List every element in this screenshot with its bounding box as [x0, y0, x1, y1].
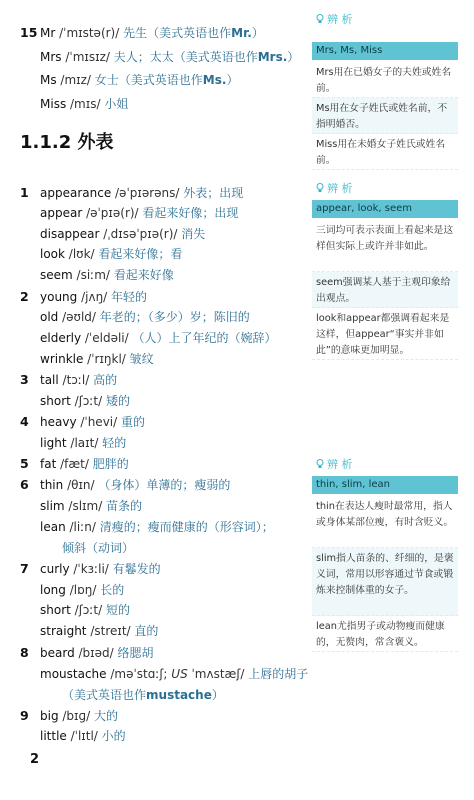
- page-number: 2: [30, 752, 40, 767]
- pronunciation: /ˌdɪsəˈpɪə(r)/: [99, 227, 182, 241]
- definition: 夫人；太太（美式英语也作: [113, 50, 258, 64]
- definition: 长的: [100, 583, 125, 597]
- entry-number: 2: [20, 289, 29, 304]
- pronunciation: /siːm/: [72, 268, 114, 282]
- definition: 消失: [181, 227, 206, 241]
- word: moustache: [40, 667, 107, 681]
- section-heading: 1.1.2 外表: [20, 132, 114, 153]
- word: straight: [40, 624, 87, 638]
- word: look: [40, 247, 65, 261]
- definition: 看起来好像；看: [98, 247, 183, 261]
- pronunciation: /ʃɔːt/: [70, 603, 106, 617]
- analysis-note: slim指人苗条的、纤细的，是褒义词，常用以形容通过节食或锻炼来控制体重的女子。: [312, 548, 458, 616]
- pronunciation: /tɔːl/: [58, 373, 94, 387]
- word: heavy: [40, 415, 77, 429]
- analysis-note: Mrs用在已婚女子的夫姓或姓名前。: [312, 62, 458, 98]
- definition: 有鬈发的: [112, 562, 161, 576]
- definition: 大的: [94, 709, 119, 723]
- pronunciation: /jʌŋ/: [77, 290, 112, 304]
- definition-end: ）: [226, 73, 239, 87]
- pronunciation: /fæt/: [56, 457, 93, 471]
- word: appearance: [40, 186, 112, 200]
- pronunciation: /mɪs/: [66, 97, 105, 111]
- lightbulb-icon: [316, 183, 324, 193]
- word: Miss: [40, 97, 67, 111]
- word: short: [40, 603, 71, 617]
- pronunciation: /bɪəd/: [74, 646, 118, 660]
- definition: 重的: [120, 415, 145, 429]
- word: beard: [40, 646, 75, 660]
- entry-number: 9: [20, 708, 29, 723]
- word: big: [40, 709, 59, 723]
- definition: 年老的；（多少）岁；陈旧的: [99, 310, 250, 324]
- pronunciation: /ˈkɜːli/: [69, 562, 113, 576]
- word: seem: [40, 268, 73, 282]
- word: wrinkle: [40, 352, 84, 366]
- analysis-note: lean尤指男子或动物瘦而健康的，无赘肉，常含褒义。: [312, 616, 458, 652]
- definition: 轻的: [102, 436, 127, 450]
- lightbulb-icon: [316, 459, 324, 469]
- entry-number: 3: [20, 372, 29, 387]
- definition: 小姐: [104, 97, 129, 111]
- analysis-heading: appear, look, seem: [312, 200, 458, 218]
- entry-number: 5: [20, 456, 29, 471]
- definition: 上唇的胡子: [248, 667, 309, 681]
- definition: （美式英语也作: [62, 688, 147, 702]
- definition: 倾斜（动词）: [62, 541, 135, 555]
- definition: 矮的: [105, 394, 130, 408]
- pronunciation: /bɪɡ/: [58, 709, 94, 723]
- pronunciation: /laɪt/: [66, 436, 103, 450]
- pronunciation: ˈmʌstæʃ/: [187, 667, 249, 681]
- definition: 先生（美式英语也作: [123, 26, 232, 40]
- lightbulb-icon: [316, 14, 324, 24]
- definition: 看起来好像；出现: [142, 206, 239, 220]
- entry-number: 15: [20, 25, 38, 40]
- analysis-note: Ms用在女子姓氏或姓名前，不指明婚否。: [312, 98, 458, 134]
- word: Mrs: [40, 50, 62, 64]
- variant: Mr.: [231, 26, 252, 40]
- pronunciation: /əˈpɪə(r)/: [82, 206, 143, 220]
- definition: 女士（美式英语也作: [94, 73, 203, 87]
- definition: 皱纹: [129, 352, 154, 366]
- definition: 直的: [134, 624, 159, 638]
- analysis-label: 辨 析: [316, 13, 353, 27]
- entry-number: 6: [20, 477, 29, 492]
- word: fat: [40, 457, 57, 471]
- pronunciation: /ˈmɪstə(r)/: [55, 26, 124, 40]
- word: light: [40, 436, 67, 450]
- pronunciation: /liːn/: [65, 520, 100, 534]
- pronunciation: /əˈpɪərəns/: [111, 186, 184, 200]
- region-label: US: [171, 667, 188, 681]
- word: old: [40, 310, 59, 324]
- pronunciation: /ʃɔːt/: [70, 394, 106, 408]
- word: elderly: [40, 331, 82, 345]
- pronunciation: /məˈstɑːʃ;: [106, 667, 172, 681]
- pronunciation: /ˈmɪsɪz/: [61, 50, 114, 64]
- analysis-label: 辨 析: [316, 458, 353, 472]
- word: short: [40, 394, 71, 408]
- entry-number: 8: [20, 645, 29, 660]
- pronunciation: /ˈlɪtl/: [66, 729, 102, 743]
- word: Mr: [40, 26, 56, 40]
- word: curly: [40, 562, 70, 576]
- word: little: [40, 729, 67, 743]
- word: slim: [40, 499, 65, 513]
- pronunciation: /mɪz/: [56, 73, 95, 87]
- definition: 清瘦的；瘦而健康的（形容词）；: [99, 520, 274, 534]
- word: Ms: [40, 73, 57, 87]
- definition: （身体）单薄的；瘦弱的: [98, 478, 231, 492]
- variant: mustache: [146, 688, 212, 702]
- word: tall: [40, 373, 59, 387]
- pronunciation: /ˈeldəli/: [81, 331, 133, 345]
- variant: Mrs.: [257, 50, 288, 64]
- pronunciation: /lɒŋ/: [65, 583, 101, 597]
- analysis-note: thin在表达人瘦时最常用，指人或身体某部位瘦，有时含贬义。: [312, 496, 458, 548]
- analysis-note: 三词均可表示表面上看起来是这样但实际上或许并非如此。: [312, 220, 458, 272]
- word: disappear: [40, 227, 100, 241]
- pronunciation: /θɪn/: [63, 478, 99, 492]
- word: long: [40, 583, 66, 597]
- pronunciation: /slɪm/: [64, 499, 107, 513]
- definition: 小的: [101, 729, 126, 743]
- pronunciation: /ˈrɪŋkl/: [83, 352, 130, 366]
- pronunciation: /streɪt/: [86, 624, 135, 638]
- definition: 肥胖的: [92, 457, 129, 471]
- analysis-sidebar: [312, 0, 474, 800]
- definition-end: ）: [211, 688, 224, 702]
- definition: 短的: [105, 603, 130, 617]
- pronunciation: /lʊk/: [64, 247, 99, 261]
- entry-number: 4: [20, 414, 29, 429]
- definition: （人）上了年纪的（婉辞）: [132, 331, 277, 345]
- analysis-note: look和appear都强调看起来是这样，但appear“事实并非如此”的意味更加明显。: [312, 308, 458, 360]
- pronunciation: /ˈhevi/: [76, 415, 121, 429]
- definition: 看起来好像: [113, 268, 174, 282]
- pronunciation: /əʊld/: [58, 310, 100, 324]
- word: thin: [40, 478, 64, 492]
- definition: 苗条的: [106, 499, 143, 513]
- analysis-note: Miss用在未婚女子姓氏或姓名前。: [312, 134, 458, 170]
- analysis-heading: Mrs, Ms, Miss: [312, 42, 458, 60]
- entry-number: 7: [20, 561, 29, 576]
- variant: Ms.: [202, 73, 227, 87]
- entry-number: 1: [20, 185, 29, 200]
- analysis-heading: thin, slim, lean: [312, 476, 458, 494]
- definition: 络腮胡: [117, 646, 154, 660]
- analysis-note: seem强调某人基于主观印象给出观点。: [312, 272, 458, 308]
- definition: 高的: [93, 373, 118, 387]
- definition: 年轻的: [111, 290, 148, 304]
- word: appear: [40, 206, 83, 220]
- word: lean: [40, 520, 66, 534]
- analysis-label: 辨 析: [316, 182, 353, 196]
- definition-end: ）: [251, 26, 264, 40]
- definition-end: ）: [287, 50, 300, 64]
- definition: 外表；出现: [183, 186, 244, 200]
- word: young: [40, 290, 78, 304]
